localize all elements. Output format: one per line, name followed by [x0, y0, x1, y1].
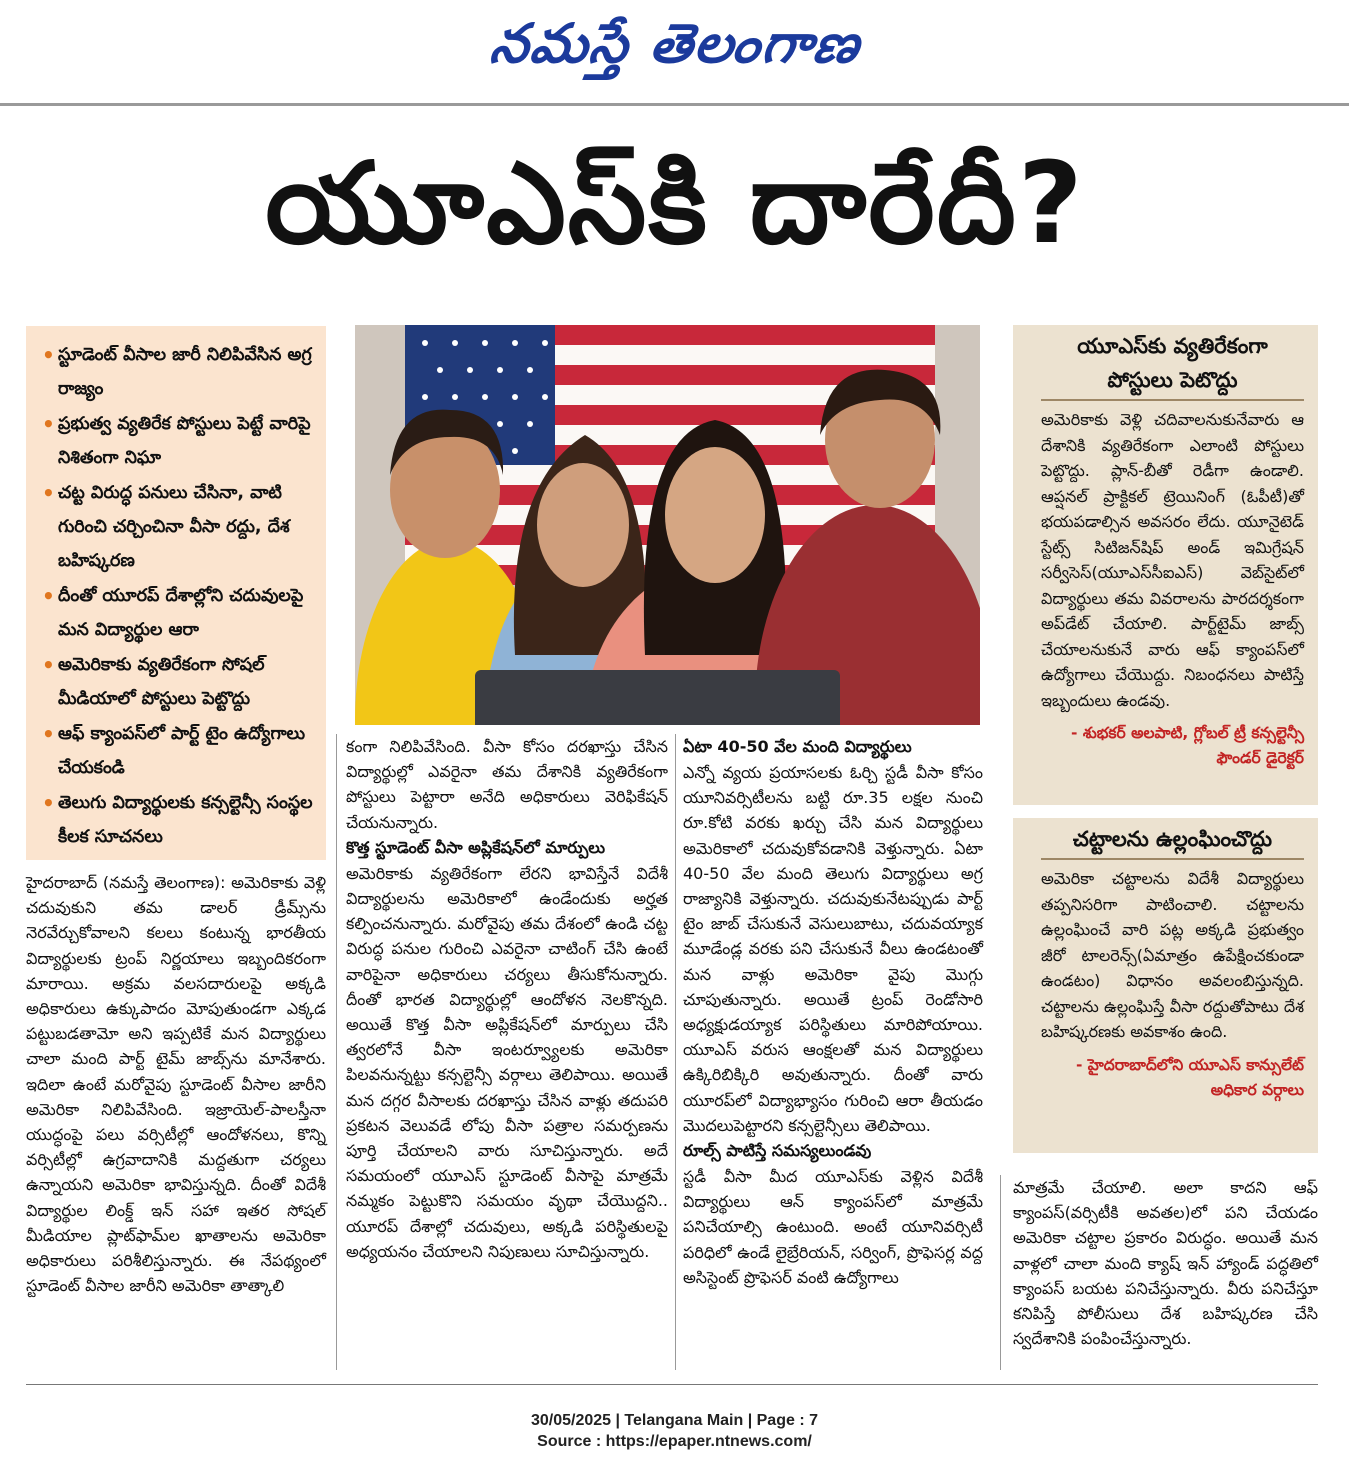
column-divider	[1000, 1175, 1001, 1370]
paragraph: కంగా నిలిపివేసింది. వీసా కోసం దరఖాస్తు చేసిన విద్యార్థుల్లో ఎవరైనా తమ దేశానికి వ్యతిరేకంగా పోస్టులు పెట్టారా అనేది అధికారులు వెరిఫికేషన్ చేయనున్నారు.	[346, 737, 668, 832]
sidebar-box-2	[1013, 818, 1318, 1153]
sidebar-box-1	[1013, 325, 1318, 805]
sidebar-body: అమెరికా చట్టాలను విదేశీ విద్యార్థులు తప్పనిసరిగా పాటించాలి. చట్టాలను ఉల్లంఘించే వారి పట్ల అక్కడి ప్రభుత్వం జీరో టాలరెన్స్(ఏమాత్రం ఉపేక్షించకుండా ఉండటం) విధానం అవలంబిస్తున్నది. చట్టాలను ఉల్లంఘిస్తే వీసా రద్దుతోపాటు దేశ బహిష్కరణకు అవకాశం ఉంది.	[1041, 869, 1304, 1041]
article-column-3	[683, 734, 983, 1290]
highlight-item: • స్టూడెంట్ వీసాల జారీ నిలిపివేసిన అగ్ర రాజ్యం	[40, 338, 316, 406]
article-column-1	[26, 870, 326, 1298]
highlight-item: • ప్రభుత్వ వ్యతిరేక పోస్టులు పెట్టే వారిపై నిశితంగా నిఘా	[40, 407, 316, 475]
column-divider	[675, 734, 676, 1370]
highlight-item: • చట్ట విరుద్ధ పనులు చేసినా, వాటి గురించి చర్చించినా వీసా రద్దు, దేశ బహిష్కరణ	[40, 476, 316, 578]
footer	[0, 1410, 1349, 1452]
highlight-item: • ఆఫ్ క్యాంపస్‌లో పార్ట్ టైం ఉద్యోగాలు చేయకండి	[40, 717, 316, 785]
sidebar-attribution: - హైదరాబాద్‌లోని యూఎస్ కాన్సులేట్ అధికార వర్గాలు	[1075, 1055, 1304, 1099]
paragraph: మాత్రమే చేయాలి. అలా కాదని ఆఫ్ క్యాంపస్(వర్సిటీకి అవతల)లో పని చేయడం అమెరికా చట్టాల ప్రకారం విరుద్ధం. అయితే మన వాళ్లలో చాలా మంది క్యాష్ ఇన్ హ్యాండ్ పద్ధతిలో క్యాంపస్ బయట పనిచేస్తున్నారు. వీరు పనిచేస్తూ కనిపిస్తే పోలీసులు దేశ బహిష్కరణ చేసి స్వదేశానికి పంపించేస్తున్నారు.	[1013, 1178, 1318, 1349]
students-photo-illustration	[355, 325, 980, 725]
footer-source: Source : https://epaper.ntnews.com/	[537, 1433, 812, 1450]
newspaper-logo: నమస్తే తెలంగాణ	[486, 11, 865, 75]
sidebar-rule	[1041, 399, 1304, 401]
masthead-rule	[0, 103, 1349, 106]
subheading: రూల్స్ పాటిస్తే సమస్యలుండవు	[683, 1141, 872, 1161]
sidebar-title: యూఎస్‌కు వ్యతిరేకంగా పోస్టులు పెటొద్దు	[1077, 334, 1268, 392]
highlight-item: • తెలుగు విద్యార్థులకు కన్సల్టెన్సీ సంస్థల కీలక సూచనలు	[40, 786, 316, 854]
paragraph: ఎన్నో వ్యయ ప్రయాసలకు ఓర్చి స్టడీ వీసా కోసం యూనివర్సిటీలను బట్టి రూ.35 లక్షల నుంచి రూ.కోటి వరకు ఖర్చు చేసి మన విద్యార్థులు అమెరికాలో చదువుకోవడానికి వెళ్తున్నారు. ఏటా 40-50 వేల మంది తెలుగు విద్యార్థులు అగ్ర రాజ్యానికి వెళ్తున్నారు. చదువుకునేటప్పుడు పార్ట్ టైం జాబ్ చేసుకునే వెసులుబాటు, చదువయ్యాక మూడేండ్ల వరకు పని చేసుకునే వీలు ఉండటంతో మన వాళ్లు అమెరికా వైపు మొగ్గు చూపుతున్నారు. అయితే ట్రంప్ రెండోసారి అధ్యక్షుడయ్యాక పరిస్థితులు మారిపోయాయి. యూఎస్ వరుస ఆంక్షలతో మన విద్యార్థులు ఉక్కిరిబిక్కిరి అవుతున్నారు. దీంతో వారు యూరప్‌లో విద్యాభ్యాసం గురించి ఆరా తీయడం మొదలుపెట్టారని కన్సల్టెన్సీలు తెలిపాయి.	[683, 763, 983, 1135]
paragraph: స్టడీ వీసా మీద యూఎస్‌కు వెళ్లిన విదేశీ విద్యార్థులు ఆన్ క్యాంపస్‌లో మాత్రమే పనిచేయాల్సి ఉంటుంది. అంటే యూనివర్సిటీ పరిధిలో ఉండే లైబ్రేరియన్, సర్వింగ్, ప్రొఫెసర్ల వద్ద అసిస్టెంట్ ప్రొఫెసర్ వంటి ఉద్యోగాలు	[683, 1167, 983, 1287]
headline: యూఎస్‌కి దారేదీ?	[265, 139, 1085, 269]
sidebar-rule	[1041, 858, 1304, 860]
paragraph: అమెరికాకు వ్యతిరేకంగా లేరని భావిస్తేనే విదేశీ విద్యార్థులను అమెరికాలో ఉండేందుకు అర్హత కల్పించనున్నారు. మరోవైపు తమ దేశంలో ఉండి చట్ట విరుద్ధ పనుల గురించి ఎవరైనా చాటింగ్ చేసి ఉంటే వారిపైనా అధికారులు చర్యలు తీసుకోనున్నారు. దీంతో భారత విద్యార్థుల్లో ఆందోళన నెలకొన్నది. అయితే కొత్త వీసా అప్లికేషన్‌లో మార్పులు చేసి త్వరలోనే వీసా ఇంటర్వ్యూలకు అమెరికా పిలవనున్నట్టు కన్సల్టెన్సీ వర్గాలు తెలిపాయి. అయితే మన దగ్గర వీసాలకు దరఖాస్తు చేసిన వాళ్లు తదుపరి ప్రకటన వెలువడే లోపు వీసా పత్రాల సమర్పణను పూర్తి చేయాలని వారు సూచిస్తున్నారు. అదే సమయంలో యూఎస్ స్టూడెంట్ వీసాపై మాత్రమే నమ్మకం పెట్టుకొని సమయం వృథా చేయొద్దని.. యూరప్ దేశాల్లో చదువులు, అక్కడి పరిస్థితులపై అధ్యయనం చేయాలని నిపుణులు సూచిస్తున్నారు.	[346, 863, 668, 1261]
subheading: కొత్త స్టూడెంట్ వీసా అప్లికేషన్‌లో మార్పులు	[346, 837, 606, 857]
article-column-2	[346, 734, 668, 1264]
footer-edition-info: 30/05/2025 | Telangana Main | Page : 7	[530, 1412, 818, 1429]
masthead	[0, 0, 1349, 100]
sidebar-body: అమెరికాకు వెళ్లి చదివాలనుకునేవారు ఆ దేశానికి వ్యతిరేకంగా ఎలాంటి పోస్టులు పెట్టొద్దు. ప్లాన్-బీతో రెడీగా ఉండాలి. ఆప్షనల్ ప్రాక్టికల్ ట్రెయినింగ్ (ఓపీటీ)తో భయపడాల్సిన అవసరం లేదు. యూనైటెడ్ స్టేట్స్ సిటిజన్‌షిప్ అండ్ ఇమిగ్రేషన్ సర్వీసెస్(యూఎస్‌సీఐఎస్) వెబ్‌సైట్‌లో విద్యార్థులు తమ వివరాలను పారదర్శకంగా అప్‌డేట్ చేయాలి. పార్ట్‌టైమ్ జాబ్స్ చేయాలనుకునే వారు ఆఫ్ క్యాంపస్‌లో ఉద్యోగాలు చేయొద్దు. నిబంధనలు పాటిస్తే ఇబ్బందులు ఉండవు.	[1041, 410, 1304, 710]
article-column-4	[1013, 1175, 1318, 1351]
highlights-box	[26, 326, 326, 860]
subheading: ఏటా 40-50 వేల మంది విద్యార్థులు	[683, 737, 912, 756]
column-divider	[336, 734, 337, 1370]
highlight-item: • అమెరికాకు వ్యతిరేకంగా సోషల్ మీడియాలో పోస్టులు పెట్టొద్దు	[40, 648, 316, 716]
paragraph: హైదరాబాద్ (నమస్తే తెలంగాణ): అమెరికాకు వెళ్లి చదువుకుని తమ డాలర్ డ్రీమ్స్‌ను నెరవేర్చుకోవాలని కలలు కంటున్న భారతీయ విద్యార్థులకు ట్రంప్ నిర్ణయాలు ఇబ్బందికరంగా మారాయి. అక్రమ వలసదారులపై అక్కడి అధికారులు ఉక్కుపాదం మోపుతుండగా ఎక్కడ పట్టుబడతామో అని ఇప్పటికే మన విద్యార్థులు చాలా మంది పార్ట్ టైమ్ జాబ్స్‌ను మానేశారు. ఇదిలా ఉంటే మరోవైపు స్టూడెంట్ వీసాల జారీని అమెరికా నిలిపివేసింది. ఇజ్రాయెల్-పాలస్తీనా యుద్ధంపై పలు వర్సిటీల్లో ఆందోళనలు, కొన్ని వర్సిటీల్లో ఉగ్రవాదానికి మద్దతుగా చర్యలు ఉన్నాయని అమెరికా భావిస్తున్నది. దీంతో విదేశీ విద్యార్థుల లింక్డ్ ఇన్ సహా ఇతర సోషల్ మీడియాల ప్లాట్‌ఫామ్‌ల ఖాతాలను అమెరికా అధికారులు పరిశీలిస్తున్నారు. ఈ నేపథ్యంలో స్టూడెంట్ వీసాల జారీని అమెరికా తాత్కాలి	[26, 873, 326, 1296]
students-photo	[355, 325, 980, 725]
footer-rule	[26, 1384, 1318, 1385]
highlight-item: • దీంతో యూరప్ దేశాల్లోని చదువులపై మన విద్యార్థుల ఆరా	[40, 579, 316, 647]
sidebar-attribution: - శుభకర్ అలపాటి, గ్లోబల్ ట్రీ కన్సల్టెన్సీ ఫౌండర్ డైరెక్టర్	[1071, 724, 1304, 767]
sidebar-title: చట్టాలను ఉల్లంఘించొద్దు	[1072, 827, 1273, 851]
